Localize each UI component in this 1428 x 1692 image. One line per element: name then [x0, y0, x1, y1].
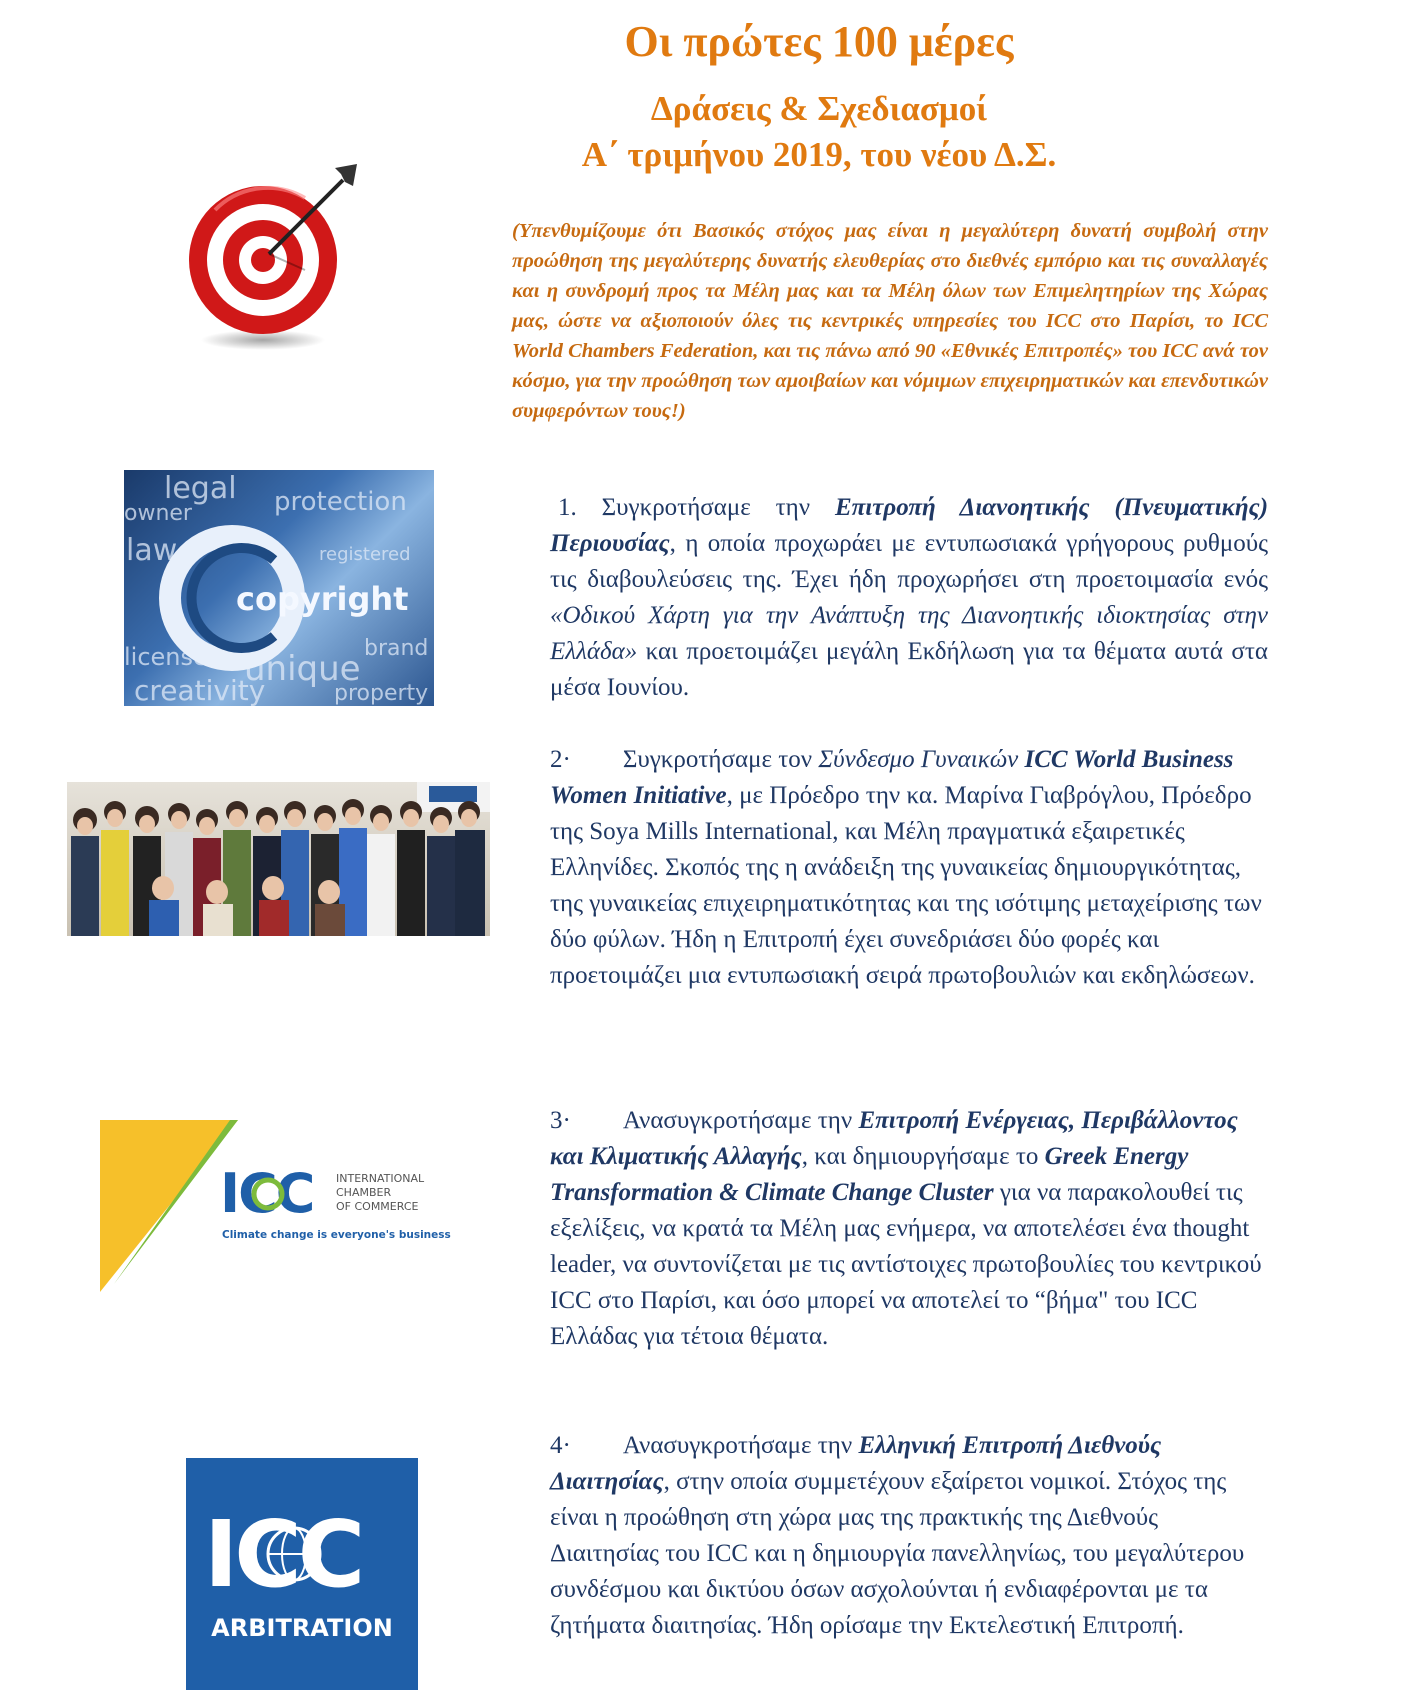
item-committee-name: Ελληνική Επιτροπή Διεθνούς Διαιτησίας — [550, 1432, 1162, 1495]
item-number: 4· — [550, 1432, 571, 1459]
copyright-word: brand — [364, 636, 429, 661]
list-item-4 — [550, 1428, 1268, 1644]
icc-climate-line1: INTERNATIONAL — [336, 1172, 425, 1185]
item-number: 2· — [550, 746, 571, 773]
target-dart-icon — [185, 160, 365, 355]
item-text-post: , στην οποία συμμετέχουν εξαίρετοι νομικοί. Στόχος της είναι η προώθηση στη χώρα μας της πρακτικής της Διεθνούς Διαιτησίας του ICC και η δημιουργία πανελληνίως, του μεγαλύτερου συνδέσμου και δικτύου όσων ασχολούνται ή ενδιαφέρονται με τα ζητήματα διαιτησίας. Ήδη ορίσαμε την Εκτελεστική Επιτροπή. — [550, 1468, 1245, 1639]
item-number: 3· — [550, 1107, 571, 1134]
copyright-word: copyright — [236, 580, 409, 618]
icc-climate-line2: CHAMBER — [336, 1186, 392, 1199]
item-text-pre: Συγκροτήσαμε την — [601, 494, 811, 521]
icc-climate-logo — [100, 1120, 460, 1292]
item-initiative-name: ICC World Business Women Initiative — [550, 746, 1234, 809]
intro-paragraph: (Υπενθυμίζουμε ότι Βασικός στόχος μας είναι η μεγαλύτερη δυνατή συμβολή στην προώθηση της μεγαλύτερης δυνατής ελευθερίας στο διεθνές εμπόριο και τις συναλλαγές και η συνδρομή προς τα Μέλη μας και τα Μέλη όλων των Επιμελητηρίων της Χώρας μας, ώστε να αξιοποιούν όλες τις κεντρικές υπηρεσίες του ICC στο Παρίσι, το ICC World Chambers Federation, και τις πάνω από 90 «Εθνικές Επιτροπές» του ICC ανά τον κόσμο, για την προώθηση των αμοιβαίων και νόμιμων επιχειρηματικών και επενδυτικών συμφερόντων τους!) — [512, 220, 1268, 422]
copyright-word: owner — [124, 501, 192, 526]
copyright-word: creativity — [134, 674, 266, 706]
item-text-post: και προετοιμάζει μεγάλη Εκδήλωση για τα θέματα αυτά στα μέσα Ιουνίου. — [550, 638, 1268, 701]
item-text-post: για να παρακολουθεί τις εξελίξεις, να κρατά τα Μέλη μας ενήμερα, να αποτελέσει ένα thought leader, να συντονίζεται με τις αντίστοιχες πρωτοβουλίες του κεντρικού ICC στο Παρίσι, και όσο μπορεί να αποτελεί το “βήμα" του ICC Ελλάδας για τέτοια θέματα. — [550, 1179, 1262, 1350]
icc-arbitration-wordmark: ICC — [204, 1501, 362, 1608]
subtitle-line-1: Δράσεις & Σχεδιασμοί — [650, 89, 988, 128]
item-text-pre: Ανασυγκροτήσαμε την — [622, 1432, 859, 1459]
item-committee-name: Επιτροπή Διανοητικής (Πνευματικής) Περιουσίας — [550, 494, 1269, 557]
page-title: Οι πρώτες 100 μέρες — [624, 17, 1014, 66]
icc-climate-tagline: Climate change is everyone's business — [222, 1229, 451, 1241]
item-text-mid: , η οποία προχωράει με εντυπωσιακά γρήγορους ρυθμούς τις διαβουλεύσεις της. Έχει ήδη προχωρήσει στη προετοιμασία ενός — [550, 530, 1268, 593]
icc-climate-line3: OF COMMERCE — [336, 1200, 419, 1213]
copyright-word: license — [124, 643, 208, 671]
item-text-pre: Συγκροτήσαμε τον — [622, 746, 819, 773]
icc-arbitration-label: ARBITRATION — [211, 1614, 393, 1642]
list-item-2 — [550, 742, 1268, 994]
item-roadmap-title: «Οδικού Χάρτη για την Ανάπτυξη της Διανοητικής ιδιοκτησίας στην Ελλάδα» — [550, 602, 1268, 665]
copyright-word: legal — [164, 471, 237, 506]
copyright-word: law — [126, 533, 178, 568]
item-text-mid: , και δημιουργήσαμε το — [801, 1143, 1045, 1170]
icc-arbitration-logo — [186, 1458, 418, 1690]
copyright-image — [124, 470, 434, 706]
item-text-pre: Ανασυγκροτήσαμε την — [622, 1107, 859, 1134]
item-number: 1. — [558, 494, 577, 521]
list-item-1 — [550, 490, 1268, 706]
item-text-post: , με Πρόεδρο την κα. Μαρίνα Γιαβρόγλου, Πρόεδρο της Soya Mills International, και Μέλη πραγματικά εξαιρετικές Ελληνίδες. Σκοπός της η ανάδειξη της γυναικείας δημιουργικότητας, της γυναικείας επιχειρηματικότητας και της ισότιμης μεταχείρισης των δύο φύλων. Ήδη η Επιτροπή έχει συνεδριάσει δύο φορές και προετοιμάζει μια εντυπωσιακή σειρά πρωτοβουλιών και εκδηλώσεων. — [550, 782, 1262, 989]
copyright-word: registered — [319, 544, 411, 565]
list-item-3 — [550, 1103, 1268, 1355]
item-committee-name: Επιτροπή Ενέργειας, Περιβάλλοντος και Κλιματικής Αλλαγής — [550, 1107, 1238, 1170]
item-cluster-name: Greek Energy Transformation & Climate Change Cluster — [550, 1143, 1189, 1206]
copyright-word: property — [334, 681, 429, 706]
group-photo — [67, 782, 490, 936]
copyright-word: unique — [244, 649, 361, 689]
subtitle-line-2: Α΄ τριμήνου 2019, του νέου Δ.Σ. — [581, 135, 1057, 174]
icc-climate-wordmark: ICC — [220, 1162, 314, 1225]
item-association-name: Σύνδεσμο Γυναικών — [818, 746, 1019, 773]
copyright-word: protection — [274, 487, 407, 517]
